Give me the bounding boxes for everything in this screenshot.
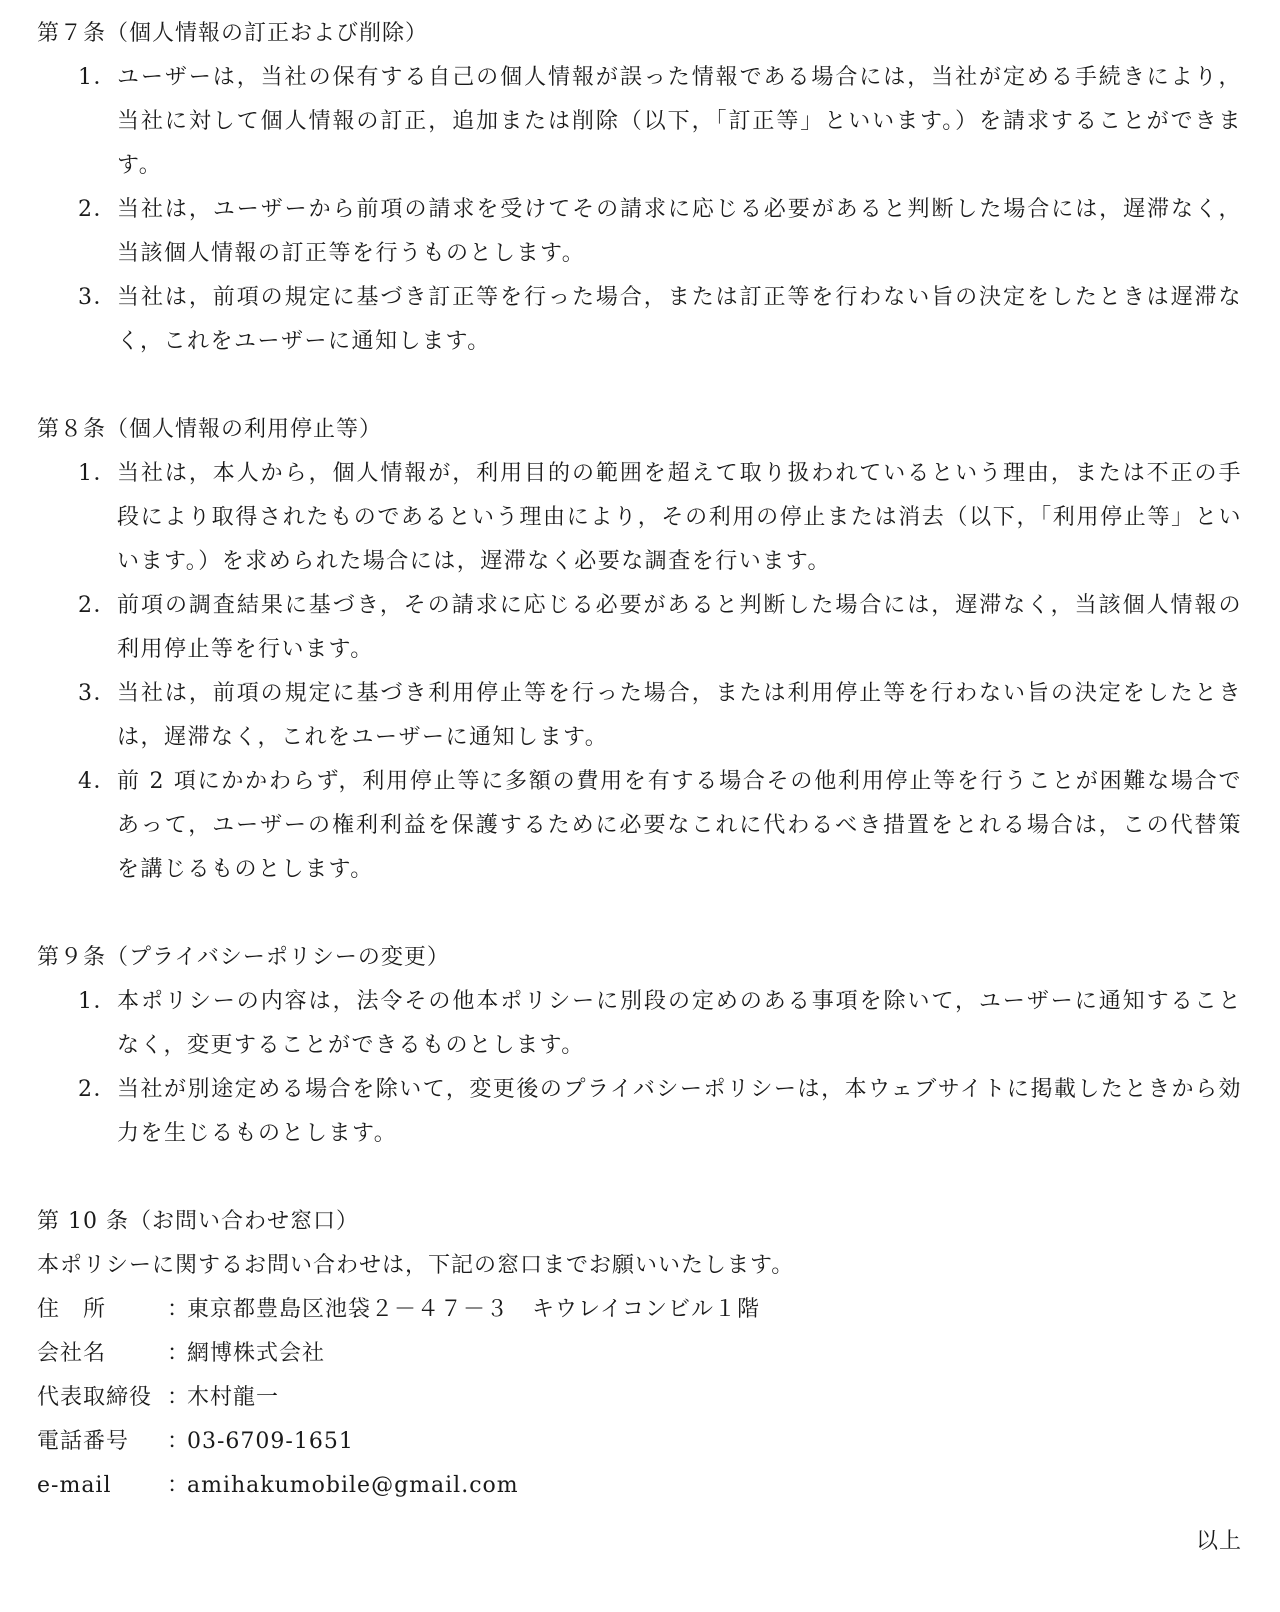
list-item xyxy=(37,672,1242,760)
item-text: 当社は，ユーザーから前項の請求を受けてその請求に応じる必要があると判断した場合には，遅滞なく，当該個人情報の訂正等を行うものとします。 xyxy=(117,197,1242,266)
item-number: 1． xyxy=(78,989,117,1014)
article-9-heading: 第９条（プライバシーポリシーの変更） xyxy=(37,945,450,970)
item-text: 当社が別途定める場合を除いて，変更後のプライバシーポリシーは，本ウェブサイトに掲載したときから効力を生じるものとします。 xyxy=(117,1077,1242,1146)
item-number: 3． xyxy=(78,285,117,310)
contact-phone-row xyxy=(37,1420,1242,1464)
contact-value: 網博株式会社 xyxy=(187,1341,326,1366)
article-8 xyxy=(37,408,1242,892)
contact-value: 03-6709-1651 xyxy=(187,1429,354,1454)
article-7-heading: 第７条（個人情報の訂正および削除） xyxy=(37,21,429,46)
contact-intro: 本ポリシーに関するお問い合わせは，下記の窓口までお願いいたします。 xyxy=(37,1253,795,1278)
article-10 xyxy=(37,1200,1242,1508)
item-number: 1． xyxy=(78,461,117,486)
contact-label: 電話番号 xyxy=(37,1429,130,1454)
contact-representative-row xyxy=(37,1376,1242,1420)
list-item xyxy=(37,452,1242,584)
article-8-heading: 第８条（個人情報の利用停止等） xyxy=(37,417,383,442)
item-text: 当社は，本人から，個人情報が，利用目的の範囲を超えて取り扱われているという理由，または不正の手段により取得されたものであるという理由により，その利用の停止または消去（以下，「利用停止等」といいます。）を求められた場合には，遅滞なく必要な調査を行います。 xyxy=(117,461,1242,574)
list-item xyxy=(37,980,1242,1068)
list-item xyxy=(37,188,1242,276)
item-number: 1． xyxy=(78,65,117,90)
list-item xyxy=(37,584,1242,672)
contact-label: 住 所 xyxy=(37,1297,107,1322)
list-item xyxy=(37,276,1242,364)
contact-separator: ： xyxy=(167,1385,191,1410)
list-item xyxy=(37,56,1242,188)
item-text: 本ポリシーの内容は，法令その他本ポリシーに別段の定めのある事項を除いて，ユーザーに通知することなく，変更することができるものとします。 xyxy=(117,989,1242,1058)
item-text: 当社は，前項の規定に基づき利用停止等を行った場合，または利用停止等を行わない旨の決定をしたときは，遅滞なく，これをユーザーに通知します。 xyxy=(117,681,1242,750)
contact-label: 代表取締役 xyxy=(37,1385,153,1410)
contact-separator: ： xyxy=(167,1341,191,1366)
item-number: 2． xyxy=(78,1077,117,1102)
item-text: 前 2 項にかかわらず，利用停止等に多額の費用を有する場合その他利用停止等を行うことが困難な場合であって，ユーザーの権利利益を保護するために必要なこれに代わるべき措置をとれる場合は，この代替策を講じるものとします。 xyxy=(117,769,1242,882)
item-number: 2． xyxy=(78,197,117,222)
contact-address-row xyxy=(37,1288,1242,1332)
contact-value: amihakumobile@gmail.com xyxy=(187,1473,519,1498)
contact-value: 東京都豊島区池袋２－４７－３ キウレイコンビル１階 xyxy=(187,1297,761,1322)
contact-separator: ： xyxy=(167,1473,191,1498)
article-7 xyxy=(37,12,1242,364)
item-text: 当社は，前項の規定に基づき訂正等を行った場合，または訂正等を行わない旨の決定をしたときは遅滞なく，これをユーザーに通知します。 xyxy=(117,285,1242,354)
closing-text: 以上 xyxy=(1195,1529,1242,1554)
contact-label: e-mail xyxy=(37,1473,112,1498)
item-text: 前項の調査結果に基づき，その請求に応じる必要があると判断した場合には，遅滞なく，当該個人情報の利用停止等を行います。 xyxy=(117,593,1242,662)
list-item xyxy=(37,1068,1242,1156)
contact-separator: ： xyxy=(167,1297,191,1322)
item-number: 3． xyxy=(78,681,117,706)
contact-email-row xyxy=(37,1464,1242,1508)
contact-value: 木村龍一 xyxy=(187,1385,280,1410)
item-text: ユーザーは，当社の保有する自己の個人情報が誤った情報である場合には，当社が定める手続きにより，当社に対して個人情報の訂正，追加または削除（以下，「訂正等」といいます。）を請求することができます。 xyxy=(117,65,1242,178)
list-item xyxy=(37,760,1242,892)
item-number: 2． xyxy=(78,593,117,618)
item-number: 4． xyxy=(78,769,117,794)
article-10-heading: 第 10 条（お問い合わせ窓口） xyxy=(37,1209,359,1234)
contact-separator: ： xyxy=(167,1429,191,1454)
policy-document xyxy=(37,12,1242,1508)
contact-company-row xyxy=(37,1332,1242,1376)
contact-label: 会社名 xyxy=(37,1341,107,1366)
article-9 xyxy=(37,936,1242,1156)
